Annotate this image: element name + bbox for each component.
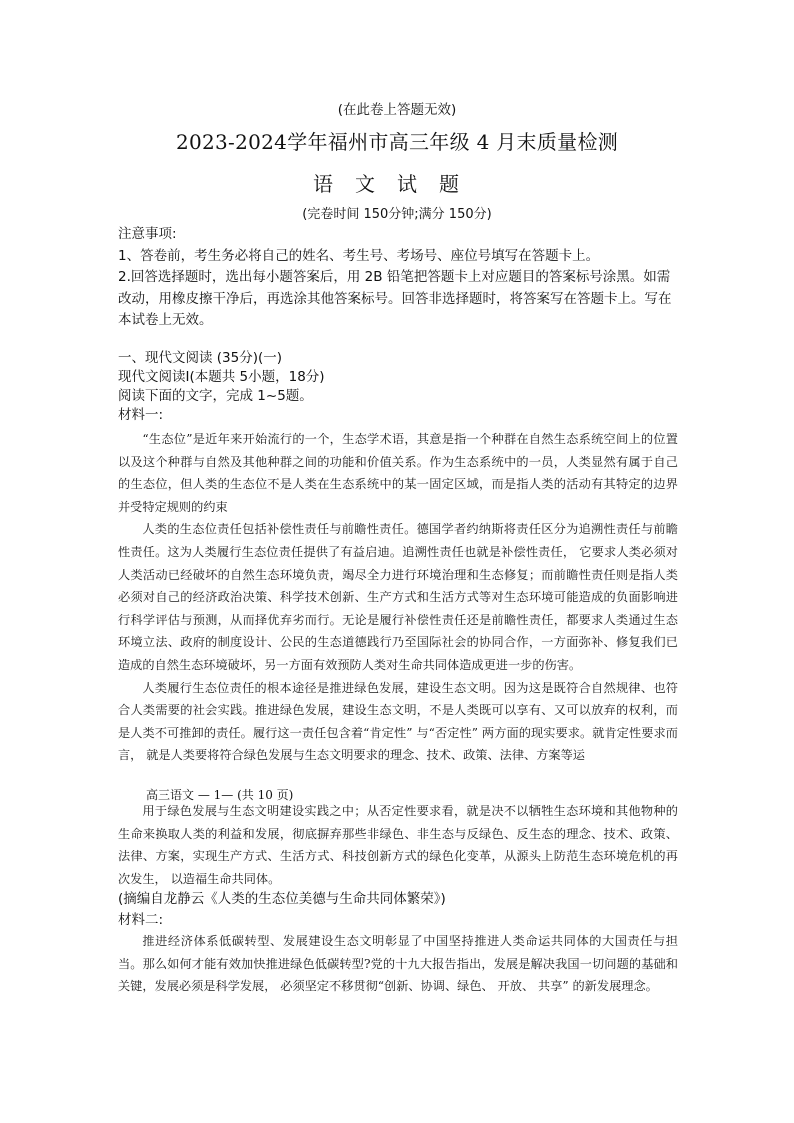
invalid-note: (在此卷上答题无效) (337, 102, 457, 118)
notice-block (118, 224, 683, 332)
notice-item-1: 1、答卷前，考生务必将自己的姓名、考生号、考场号、座位号填写在答题卡上。 (118, 247, 600, 264)
material1-paragraph-1: “生态位”是近年来开始流行的一个，生态学术语，其意是指一个种群在自然生态系统空间上的位置以及这个种群与自然及其他种群之间的功能和价值关系。作为生态系统中的一员，人类显然有属于自己的生态位，但人类的生态位不是人类在生态系统中的某一固定区域，而是指人类的活动有其特定的边界并受特定规则的约束 (118, 432, 678, 514)
material1-paragraph-3: 人类履行生态位责任的根本途径是推进绿色发展，建设生态文明。因为这是既符合自然规律、也符合人类需要的社会实践。推进绿色发展，建设生态文明，不是人类既可以享有、又可以放弃的权利，而是人类不可推卸的责任。履行这一责任包含着“肯定性” 与“否定性” 两方面的现实要求。就肯定性要求而言， 就是人类要将符合绿色发展与生态文明要求的理念、技术、政策、法律、方案等运 (118, 680, 678, 763)
material2-label: 材料二: (118, 912, 164, 928)
exam-time-note: (完卷时间 150分钟;满分 150分) (302, 207, 492, 222)
notice-heading: 注意事项: (118, 226, 177, 242)
material1-paragraph-4: 用于绿色发展与生态文明建设实践之中；从否定性要求看，就是决不以牺牲生态环境和其他物种的生命来换取人类的利益和发展，彻底摒弃那些非绿色、非生态与反绿色、反生态的理念、技术、政策、法律、方案，实现生产方式、生活方式、科技创新方式的绿色化变革，从源头上防范生态环境危机的再次发生， 以造福生命共同体。 (118, 804, 678, 886)
section-header (118, 349, 683, 425)
material1-paragraph-2: 人类的生态位责任包括补偿性责任与前瞻性责任。德国学者约纳斯将责任区分为追溯性责任与前瞻性责任。这为人类履行生态位责任提供了有益启迪。追溯性责任也就是补偿性责任， 它要求人类必须对人类活动已经破坏的自然生态环境负责，竭尽全力进行环境治理和生态修复；而前瞻性责任则是指人类必须对自己的经济政治决策、科学技术创新、生产方式和生活方式等对生态环境可能造成的负面影响进行科学评估与预测，从而择优弃劣而行。无论是履行补偿性责任还是前瞻性责任，都要求人类通过生态环境立法、政府的制度设计、公民的生态道德践行乃至国际社会的协同合作，一方面弥补、修复我们已造成的自然生态环境破坏，另一方面有效预防人类对生命共同体造成更进一步的伤害。 (118, 522, 678, 672)
material1-text (118, 428, 678, 767)
material2-paragraph-1: 推进经济体系低碳转型、发展建设生态文明彰显了中国坚持推进人类命运共同体的大国责任与担当。那么如何才能有效加快推进绿色低碳转型?党的十九大报告指出，发展是解决我国一切问题的基础和关键，发展必须是科学发展， 必须坚定不移贯彻“创新、协调、绿色、 开放、 共享” 的新发展理念。 (118, 934, 678, 994)
material2-text (118, 930, 678, 998)
exam-title: 2023-2024学年福州市高三年级 4 月末质量检测 (175, 130, 619, 154)
material1-source: (摘编自龙静云《人类的生态位美德与生命共同体繁荣》) (118, 891, 446, 907)
page-footer: 高三语文 — 1— (共 10 页) (146, 788, 294, 802)
section-line-2: 现代文阅读Ⅰ(本题共 5小题，18分) (118, 369, 325, 385)
notice-item-2: 2.回答选择题时，选出每小题答案后，用 2B 铅笔把答题卡上对应题目的答案标号涂黑。如需改动，用橡皮擦干净后，再选涂其他答案标号。回答非选择题时，将答案写在答题卡上。写在本试卷上无效。 (118, 269, 672, 328)
material1-label: 材料一: (118, 407, 164, 423)
section-line-3: 阅读下面的文字，完成 1~5题。 (118, 388, 313, 404)
material1-continued (118, 800, 678, 890)
section-line-1: 一、现代文阅读 (35分)(一) (118, 350, 283, 366)
subject-title: 语文试题 (313, 172, 481, 196)
